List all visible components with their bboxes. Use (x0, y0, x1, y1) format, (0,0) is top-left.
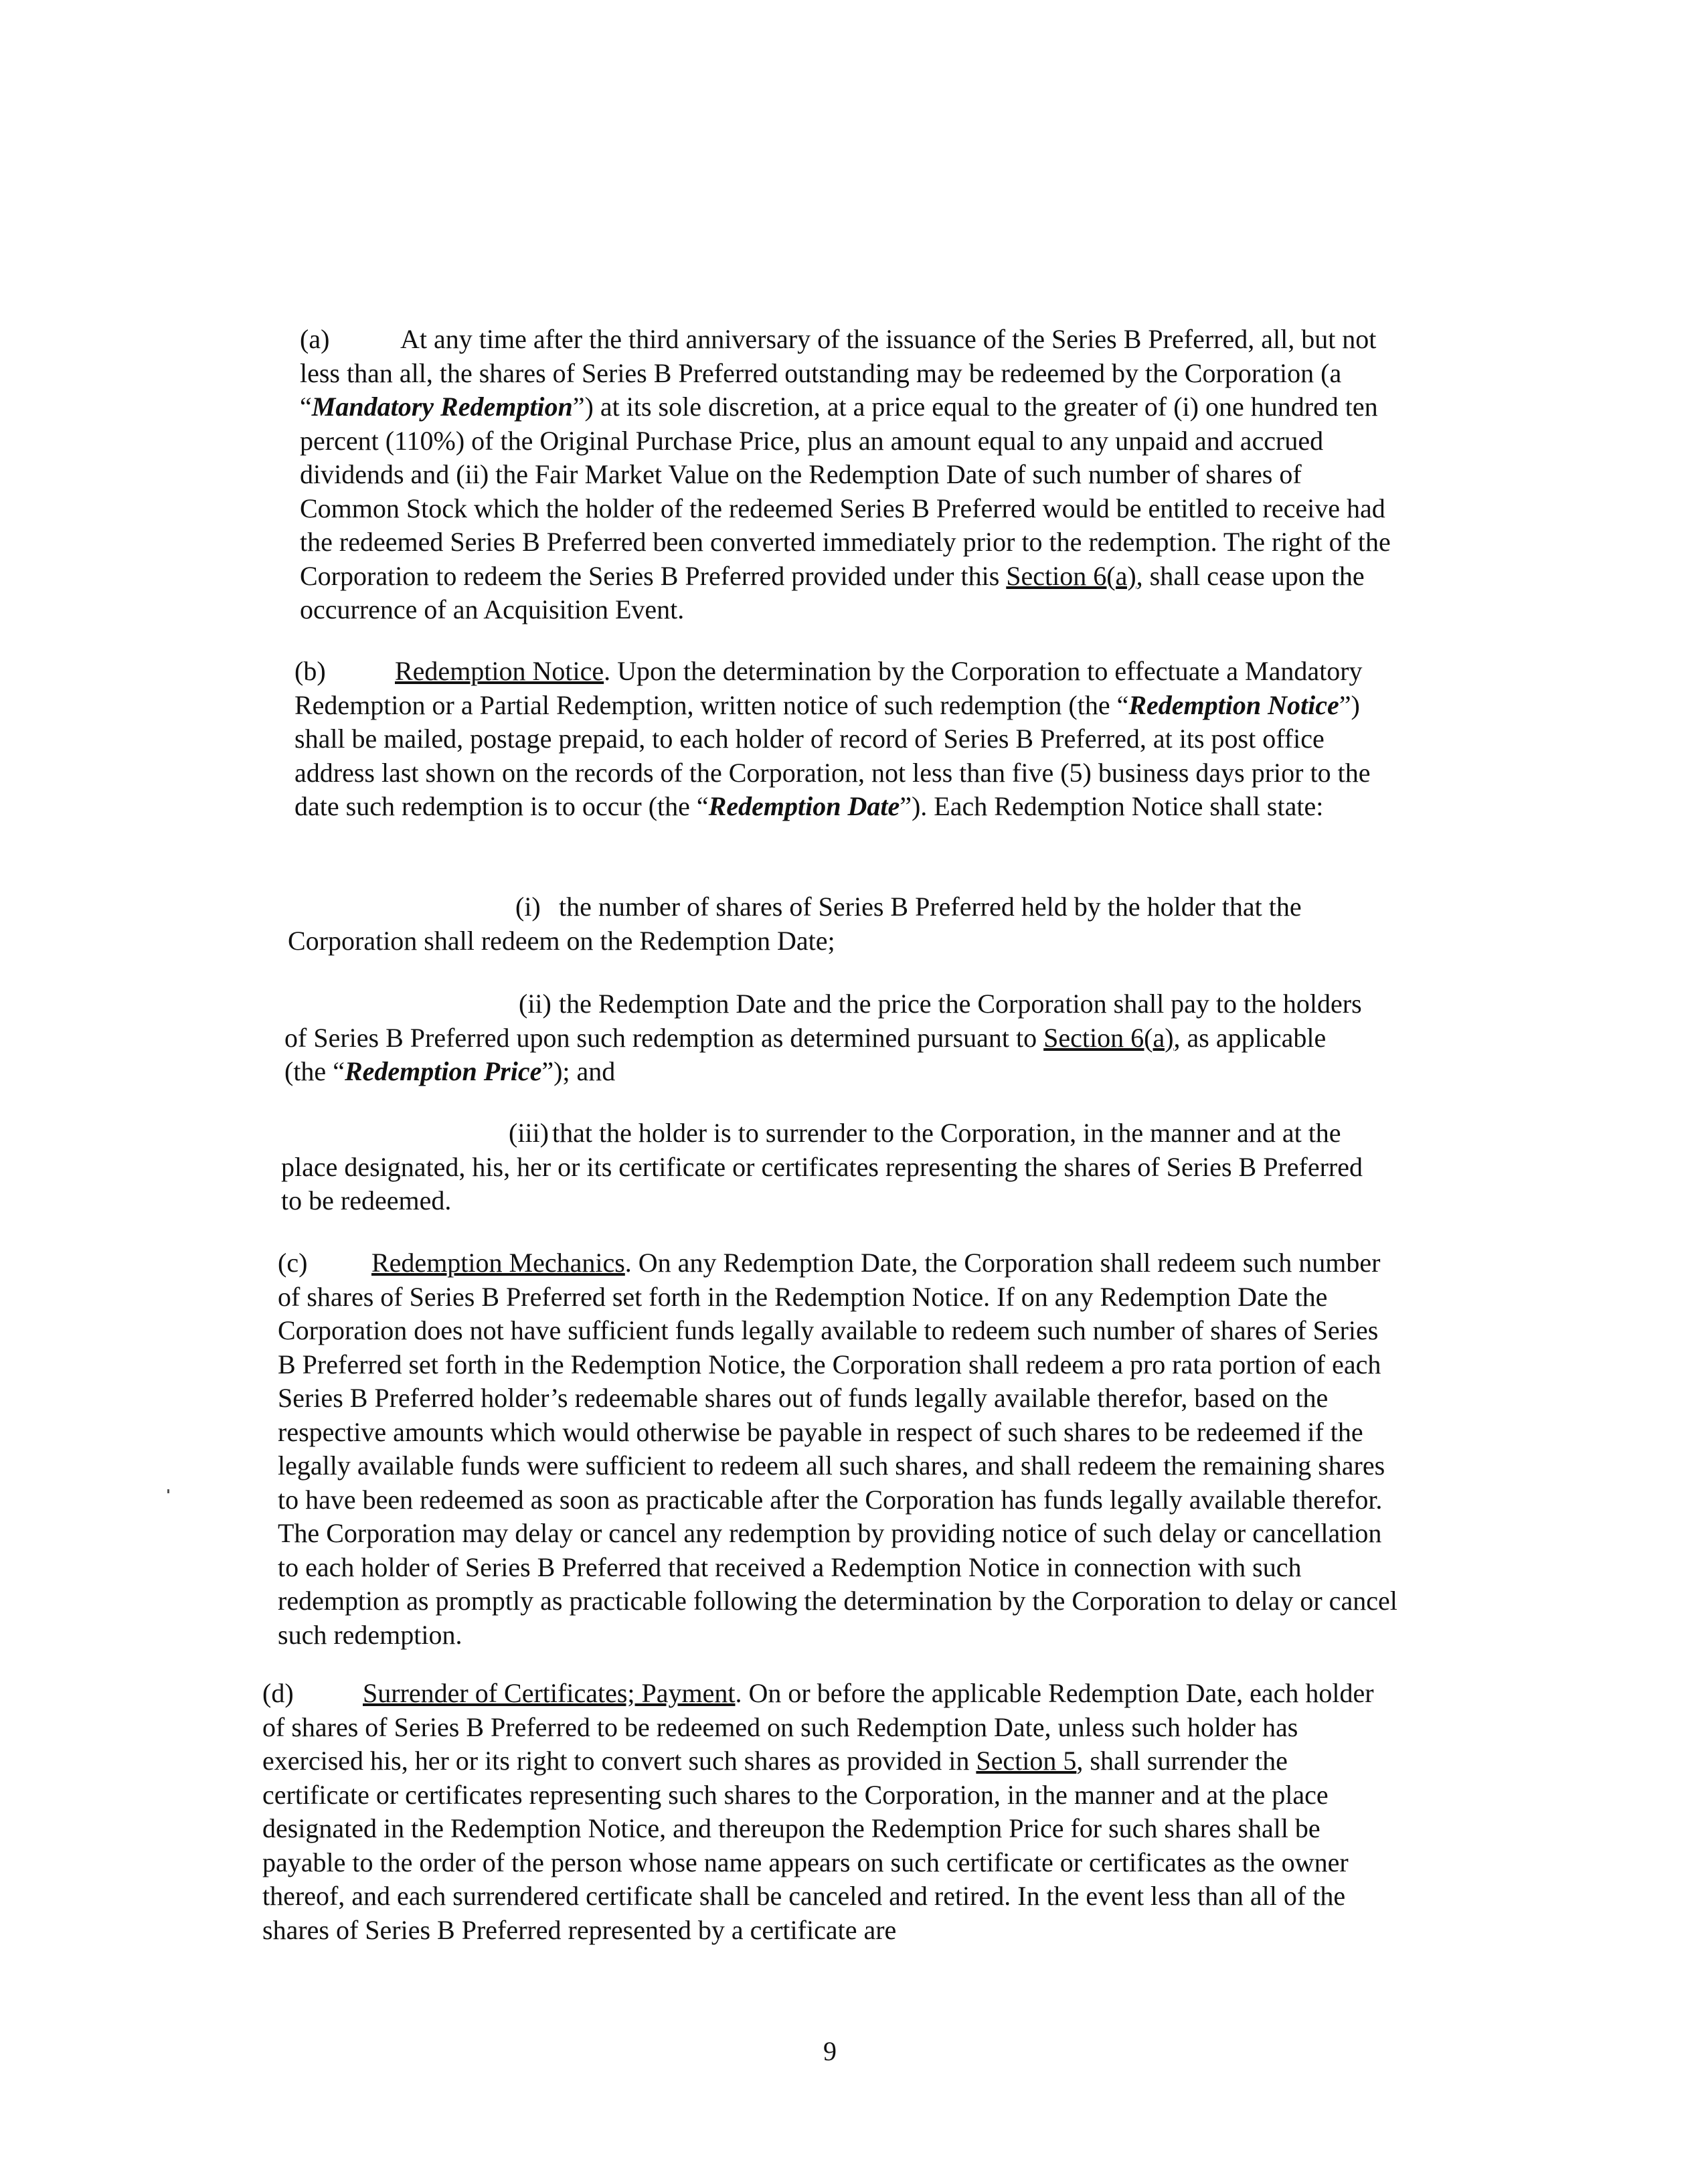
paragraph-c (278, 1246, 1399, 1652)
item-ii (284, 987, 1369, 1089)
item-iii-label: (iii) (509, 1118, 549, 1148)
paragraph-c-label: (c) (278, 1248, 308, 1278)
page-number: 9 (823, 2036, 837, 2066)
paragraph-d-heading: Surrender of Certificates; Payment (363, 1678, 736, 1708)
item-i-label: (i) (515, 892, 541, 922)
paragraph-d-text-2: , shall surrender the certificate or certificates representing such shares to the Corporation, in the manner and at the place designated in the Redemption Notice, and thereupon the Redemption Price for such shares shall be payable to the order of the person whose name appears on such certificate or certificates as the owner thereof, and each surrendered certificate shall be canceled and retired. In the event less than all of the shares of Series B Preferred represented by a certificate are (262, 1746, 1349, 1945)
paragraph-b-heading: Redemption Notice (395, 656, 604, 686)
item-ii-text-3: ”); and (541, 1056, 616, 1086)
item-ii-label: (ii) (519, 989, 551, 1019)
section-6a-reference-2: Section 6(a) (1043, 1022, 1174, 1053)
item-iii (281, 1116, 1379, 1218)
scan-speck (167, 1489, 169, 1493)
section-6a-reference: Section 6(a) (1006, 560, 1136, 591)
paragraph-d-text: . On or before the applicable Redemption Date, each holder of shares of Series B Preferred to be redeemed on such Redemption Date, unless such holder has exercised his, her or its right to convert such shares as provided in (262, 1678, 1374, 1776)
paragraph-d-label: (d) (262, 1678, 294, 1708)
paragraph-d (262, 1677, 1393, 1947)
paragraph-a-text-2: ”) at its sole discretion, at a price equal to the greater of (i) one hundred ten percent (110%) of the Original Purchase Price, plus an amount equal to any unpaid and accrued dividends and (ii) the Fair Market Value on the Redemption Date of such number of shares of Common Stock which the holder of the redeemed Series B Preferred would be entitled to receive had the redeemed Series B Preferred been converted immediately prior to the redemption. The right of the Corporation to redeem the Series B Preferred provided under this (300, 392, 1391, 591)
paragraph-b-text-2: ”) shall be mailed, postage prepaid, to each holder of record of Series B Preferred, at its post office address last shown on the records of the Corporation, not less than five (5) business days prior to the date such redemption is to occur (the “ (294, 689, 1371, 821)
term-redemption-notice: Redemption Notice (1128, 689, 1339, 720)
paragraph-a-label: (a) (300, 324, 330, 354)
term-mandatory-redemption: Mandatory Redemption (311, 392, 573, 422)
item-i (288, 890, 1352, 958)
item-ii-text: the Redemption Date and the price the Corporation shall pay to the holders of Series B Preferred upon such redemption as determined pursuant to (284, 989, 1362, 1053)
paragraph-b (294, 655, 1409, 824)
term-redemption-price: Redemption Price (344, 1056, 542, 1086)
paragraph-c-heading: Redemption Mechanics (371, 1248, 625, 1278)
section-5-reference: Section 5 (976, 1746, 1077, 1776)
paragraph-b-text-3: ”). Each Redemption Notice shall state: (900, 791, 1324, 821)
paragraph-b-label: (b) (294, 656, 326, 686)
paragraph-a (300, 323, 1404, 627)
paragraph-b-text: . Upon the determination by the Corporation to effectuate a Mandatory Redemption or a Partial Redemption, written notice of such redemption (the “ (294, 656, 1363, 720)
item-iii-text: that the holder is to surrender to the Corporation, in the manner and at the place designated, his, her or its certificate or certificates representing the shares of Series B Preferred to be redeemed. (281, 1118, 1363, 1215)
item-i-text: the number of shares of Series B Preferred held by the holder that the Corporation shall redeem on the Redemption Date; (288, 892, 1302, 956)
paragraph-a-text: At any time after the third anniversary of the issuance of the Series B Preferred, all, but not less than all, the shares of Series B Preferred outstanding may be redeemed by the Corporation (a “ (300, 324, 1377, 422)
paragraph-a-text-3: , shall cease upon the occurrence of an Acquisition Event. (300, 560, 1365, 624)
paragraph-c-text: . On any Redemption Date, the Corporation shall redeem such number of shares of Series B Preferred set forth in the Redemption Notice. If on any Redemption Date the Corporation does not have sufficient funds legally available to redeem such number of shares of Series B Preferred set forth in the Redemption Notice, the Corporation shall redeem a pro rata portion of each Series B Preferred holder’s redeemable shares out of funds legally available therefor, based on the respective amounts which would otherwise be payable in respect of such shares to be redeemed if the legally available funds were sufficient to redeem all such shares, and shall redeem the remaining shares to have been redeemed as soon as practicable after the Corporation has funds legally available therefor. The Corporation may delay or cancel any redemption by providing notice of such delay or cancellation to each holder of Series B Preferred that received a Redemption Notice in connection with such redemption as promptly as practicable following the determination by the Corporation to delay or cancel such redemption. (278, 1248, 1397, 1650)
term-redemption-date: Redemption Date (708, 791, 900, 821)
item-ii-text-2: , as applicable (the “ (284, 1022, 1327, 1086)
